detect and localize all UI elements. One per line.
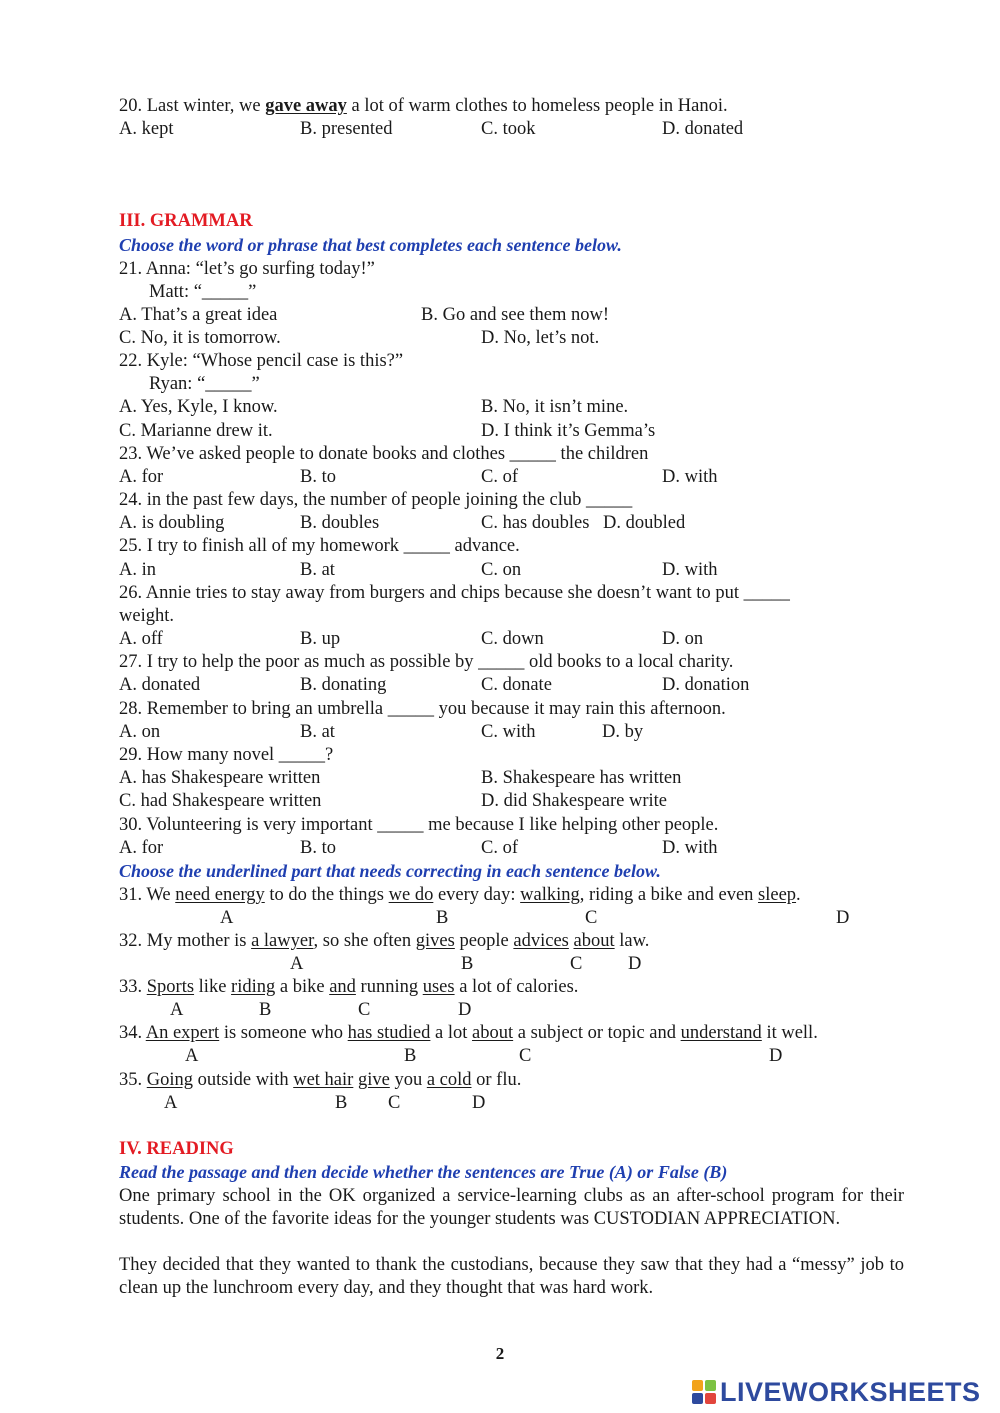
q34-underline-b[interactable]: has studied xyxy=(347,1023,431,1043)
q35-label-c: C xyxy=(388,1093,401,1113)
q32-underline-d[interactable]: about xyxy=(573,931,615,951)
reading-paragraph-1: One primary school in the OK organized a service-learning clubs as an after-school program for their students. One of the favorite ideas for the younger students was CUSTODIAN APPRECIATION. xyxy=(119,1186,904,1229)
q20-option-d[interactable]: D. donated xyxy=(662,119,744,139)
q29-stem: 29. How many novel _____? xyxy=(119,745,334,765)
q31-label-d: D xyxy=(836,908,850,928)
reading-section-title: IV. READING xyxy=(119,1139,234,1159)
q30-option-a[interactable]: A. for xyxy=(119,838,164,858)
q30-stem: 30. Volunteering is very important _____ me because I like helping other people. xyxy=(119,815,719,835)
q26-stem-continued: weight. xyxy=(119,606,174,626)
q31-underline-d[interactable]: sleep xyxy=(758,885,797,905)
q33-label-d: D xyxy=(458,1000,472,1020)
q31-label-c: C xyxy=(585,908,598,928)
q32-label-b: B xyxy=(461,954,474,974)
q35-underline-c[interactable]: give xyxy=(357,1070,390,1090)
q31-label-a: A xyxy=(220,908,234,928)
q34-sentence: 34. An expert is someone who has studied a lot about a subject or topic and understand it well. xyxy=(119,1023,818,1043)
q33-label-c: C xyxy=(358,1000,371,1020)
q29-option-c[interactable]: C. had Shakespeare written xyxy=(119,791,322,811)
q23-option-c[interactable]: C. of xyxy=(481,467,518,487)
q29-option-d[interactable]: D. did Shakespeare write xyxy=(481,791,667,811)
q24-option-b[interactable]: B. doubles xyxy=(300,513,380,533)
q30-option-c[interactable]: C. of xyxy=(481,838,518,858)
q21-option-a[interactable]: A. That’s a great idea xyxy=(119,305,278,325)
q22-option-c[interactable]: C. Marianne drew it. xyxy=(119,421,273,441)
q28-stem: 28. Remember to bring an umbrella _____ you because it may rain this afternoon. xyxy=(119,699,726,719)
q21-option-c[interactable]: C. No, it is tomorrow. xyxy=(119,328,281,348)
q33-underline-c[interactable]: and xyxy=(329,977,356,997)
q28-option-a[interactable]: A. on xyxy=(119,722,161,742)
error-correction-instruction: Choose the underlined part that needs correcting in each sentence below. xyxy=(119,861,661,881)
q22-stem: 22. Kyle: “Whose pencil case is this?” xyxy=(119,351,404,371)
q20-option-b[interactable]: B. presented xyxy=(300,119,393,139)
q21-option-d[interactable]: D. No, let’s not. xyxy=(481,328,600,348)
q32-sentence: 32. My mother is a lawyer, so she often gives people advices about law. xyxy=(119,931,650,951)
q27-option-c[interactable]: C. donate xyxy=(481,675,552,695)
q34-label-a: A xyxy=(185,1046,199,1066)
q24-option-d[interactable]: D. doubled xyxy=(603,513,686,533)
q31-sentence: 31. We need energy to do the things we do every day: walking, riding a bike and even sleep. xyxy=(119,885,801,905)
q32-label-c: C xyxy=(570,954,583,974)
q32-label-d: D xyxy=(628,954,642,974)
q33-label-a: A xyxy=(170,1000,184,1020)
q31-underline-c[interactable]: walking xyxy=(520,885,580,905)
reading-paragraph-2: They decided that they wanted to thank the custodians, because they saw that they had a “messy” job to clean up the lunchroom every day, and they thought that was hard work. xyxy=(119,1255,904,1298)
q33-underline-a[interactable]: Sports xyxy=(146,977,195,997)
q35-label-a: A xyxy=(164,1093,178,1113)
q21-reply: Matt: “_____” xyxy=(149,282,257,302)
q34-label-b: B xyxy=(404,1046,417,1066)
q25-option-d[interactable]: D. with xyxy=(662,560,718,580)
q23-option-a[interactable]: A. for xyxy=(119,467,164,487)
q32-label-a: A xyxy=(290,954,304,974)
q35-underline-b[interactable]: wet hair xyxy=(293,1070,354,1090)
grammar-instruction: Choose the word or phrase that best completes each sentence below. xyxy=(119,235,622,255)
brand-name: LIVEWORKSHEETS xyxy=(720,1376,981,1407)
q27-option-a[interactable]: A. donated xyxy=(119,675,201,695)
q28-option-d[interactable]: D. by xyxy=(602,722,644,742)
q28-option-b[interactable]: B. at xyxy=(300,722,335,742)
q20-stem: 20. Last winter, we gave away a lot of warm clothes to homeless people in Hanoi. xyxy=(119,96,728,116)
q31-underline-b[interactable]: we do xyxy=(388,885,434,905)
q20-option-c[interactable]: C. took xyxy=(481,119,536,139)
q26-option-c[interactable]: C. down xyxy=(481,629,544,649)
q26-option-d[interactable]: D. on xyxy=(662,629,704,649)
q25-option-c[interactable]: C. on xyxy=(481,560,522,580)
q24-stem: 24. in the past few days, the number of people joining the club _____ xyxy=(119,490,633,510)
q33-underline-d[interactable]: uses xyxy=(422,977,455,997)
q35-underline-a[interactable]: Going xyxy=(146,1070,193,1090)
q30-option-d[interactable]: D. with xyxy=(662,838,718,858)
q35-underline-d[interactable]: a cold xyxy=(426,1070,472,1090)
q26-option-a[interactable]: A. off xyxy=(119,629,163,649)
q25-stem: 25. I try to finish all of my homework _____ advance. xyxy=(119,536,520,556)
q32-underline-c[interactable]: advices xyxy=(513,931,569,951)
q22-option-d[interactable]: D. I think it’s Gemma’s xyxy=(481,421,656,441)
q29-option-a[interactable]: A. has Shakespeare written xyxy=(119,768,321,788)
q25-option-a[interactable]: A. in xyxy=(119,560,156,580)
q29-option-b[interactable]: B. Shakespeare has written xyxy=(481,768,682,788)
q35-sentence: 35. Going outside with wet hair give you a cold or flu. xyxy=(119,1070,522,1090)
liveworksheets-logo[interactable] xyxy=(692,1377,981,1407)
q22-option-a[interactable]: A. Yes, Kyle, I know. xyxy=(119,397,278,417)
q22-option-b[interactable]: B. No, it isn’t mine. xyxy=(481,397,629,417)
q24-option-c[interactable]: C. has doubles xyxy=(481,513,590,533)
q35-label-d: D xyxy=(472,1093,486,1113)
q34-underline-d[interactable]: understand xyxy=(680,1023,762,1043)
q34-underline-a[interactable]: An expert xyxy=(145,1023,220,1043)
q23-option-d[interactable]: D. with xyxy=(662,467,718,487)
q28-option-c[interactable]: C. with xyxy=(481,722,536,742)
q33-label-b: B xyxy=(259,1000,272,1020)
q34-label-d: D xyxy=(769,1046,783,1066)
q21-stem: 21. Anna: “let’s go surfing today!” xyxy=(119,259,375,279)
q27-option-d[interactable]: D. donation xyxy=(662,675,750,695)
page-number: 2 xyxy=(495,1344,505,1363)
liveworksheets-logo-icon xyxy=(692,1380,716,1404)
q20-option-a[interactable]: A. kept xyxy=(119,119,174,139)
reading-instruction: Read the passage and then decide whether the sentences are True (A) or False (B) xyxy=(119,1162,728,1182)
q31-label-b: B xyxy=(436,908,449,928)
q27-stem: 27. I try to help the poor as much as possible by _____ old books to a local charity. xyxy=(119,652,734,672)
q33-sentence: 33. Sports like riding a bike and running uses a lot of calories. xyxy=(119,977,579,997)
q25-option-b[interactable]: B. at xyxy=(300,560,335,580)
q27-option-b[interactable]: B. donating xyxy=(300,675,387,695)
q23-stem: 23. We’ve asked people to donate books and clothes _____ the children xyxy=(119,444,649,464)
q26-option-b[interactable]: B. up xyxy=(300,629,341,649)
q24-option-a[interactable]: A. is doubling xyxy=(119,513,225,533)
q34-label-c: C xyxy=(519,1046,532,1066)
q32-underline-b[interactable]: gives xyxy=(415,931,455,951)
q22-reply: Ryan: “_____” xyxy=(149,374,260,394)
q23-option-b[interactable]: B. to xyxy=(300,467,336,487)
q34-underline-c[interactable]: about xyxy=(472,1023,514,1043)
q31-underline-a[interactable]: need energy xyxy=(175,885,265,905)
grammar-section-title: III. GRAMMAR xyxy=(119,211,253,231)
q30-option-b[interactable]: B. to xyxy=(300,838,336,858)
q32-underline-a[interactable]: a lawyer xyxy=(251,931,314,951)
q35-label-b: B xyxy=(335,1093,348,1113)
q33-underline-b[interactable]: riding xyxy=(231,977,276,997)
q21-option-b[interactable]: B. Go and see them now! xyxy=(421,305,610,325)
q26-stem: 26. Annie tries to stay away from burgers and chips because she doesn’t want to put _____ xyxy=(119,583,790,603)
